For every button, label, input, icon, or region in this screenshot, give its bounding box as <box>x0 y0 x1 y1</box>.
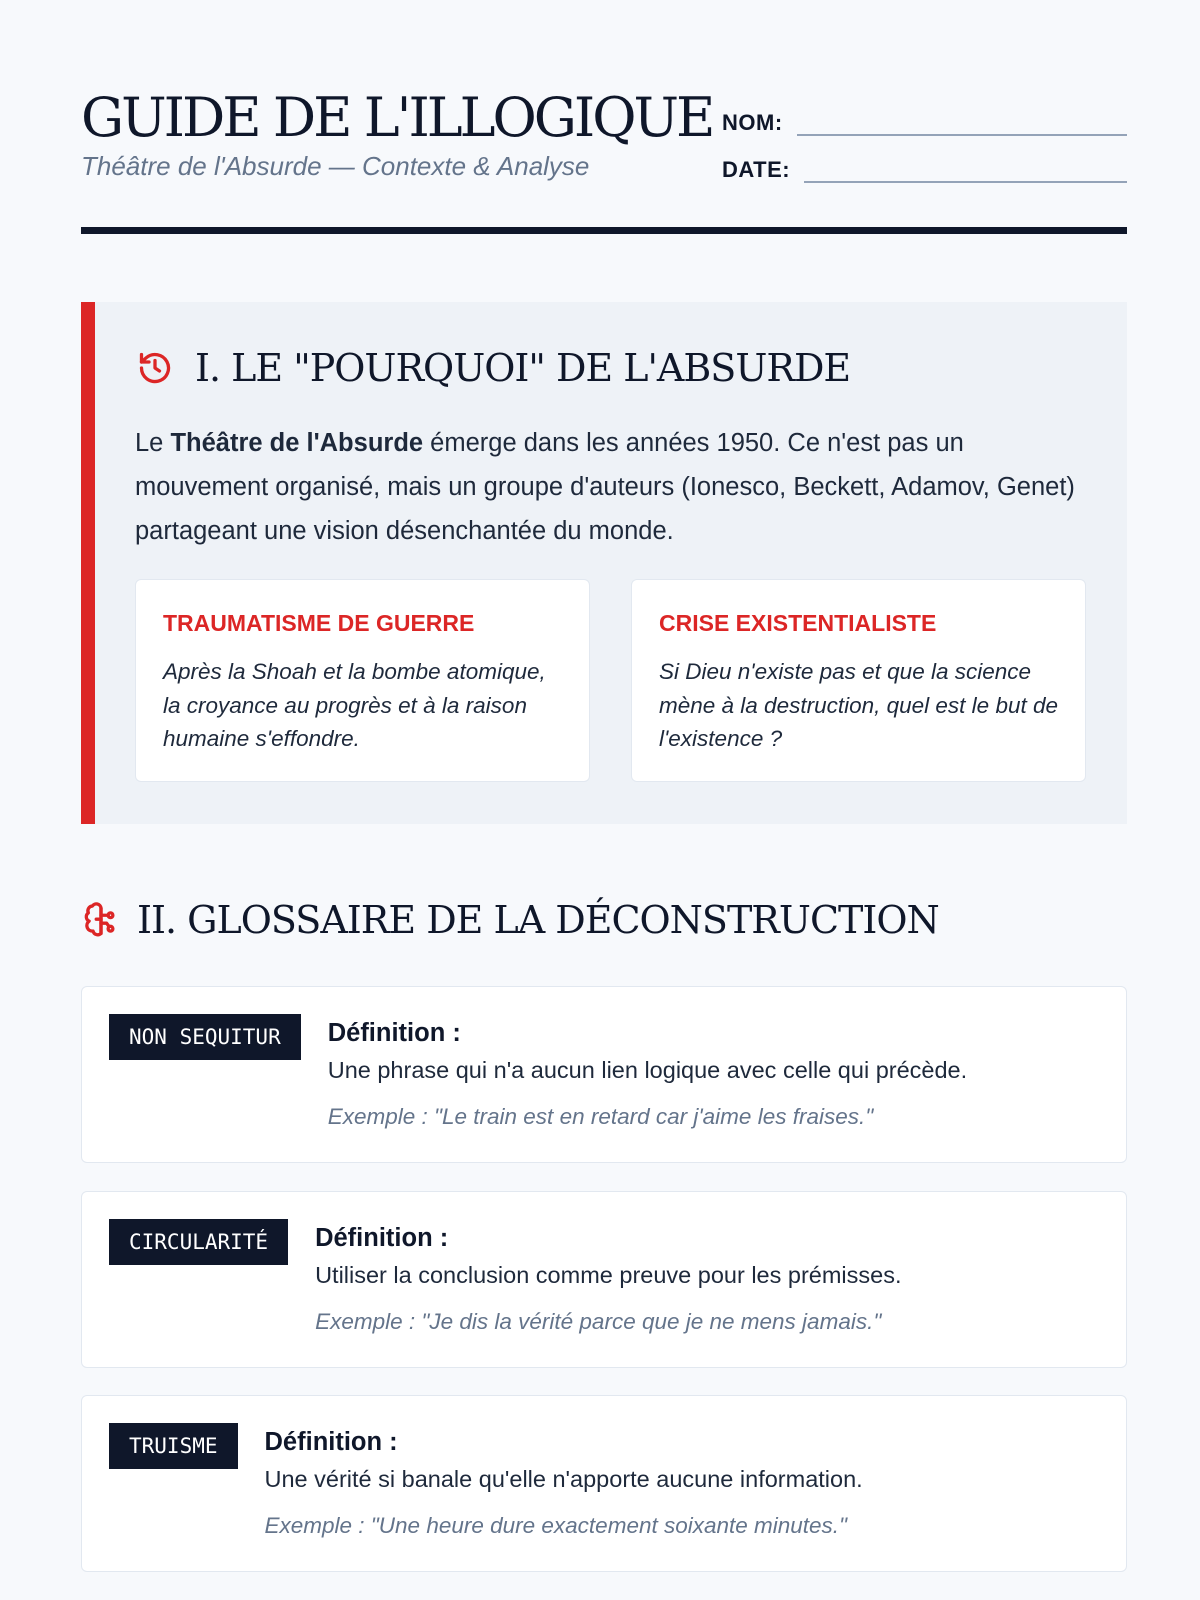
card-title: TRAUMATISME DE GUERRE <box>163 610 475 636</box>
section2-title: II. GLOSSAIRE DE LA DÉCONSTRUCTION <box>137 898 939 942</box>
history-icon <box>135 348 175 388</box>
term-tag: NON SEQUITUR <box>109 1014 301 1060</box>
term-body <box>315 1219 1100 1367</box>
date-input-line[interactable] <box>804 157 1127 183</box>
definition-text: Une phrase qui n'a aucun lien logique avec celle qui précède. <box>327 1057 968 1083</box>
card-title: CRISE EXISTENTIALISTE <box>659 610 937 636</box>
section2-heading <box>81 898 939 942</box>
glossary-entry <box>81 1191 1127 1368</box>
definition-text: Une vérité si banale qu'elle n'apporte aucune information. <box>264 1466 863 1492</box>
section-why-absurd <box>81 302 1127 824</box>
term-tag: TRUISME <box>109 1423 238 1469</box>
page-subtitle: Théâtre de l'Absurde — Contexte & Analyse <box>81 151 590 181</box>
card-text: Si Dieu n'existe pas et que la science mène à la destruction, quel est le but de l'existence ? <box>659 659 1059 751</box>
context-card-existential <box>631 579 1086 782</box>
page-title: GUIDE DE L'ILLOGIQUE <box>81 86 713 149</box>
name-input-line[interactable] <box>797 110 1127 136</box>
date-field <box>722 157 1127 183</box>
context-card-war <box>135 579 590 782</box>
glossary-entry <box>81 1395 1127 1572</box>
example-text: Exemple : "Le train est en retard car j'aime les fraises." <box>327 1104 874 1129</box>
worksheet-header <box>81 82 1127 234</box>
term-body <box>265 1423 1100 1571</box>
definition-label: Définition : <box>264 1428 398 1456</box>
example-text: Exemple : "Une heure dure exactement soixante minutes." <box>264 1513 848 1538</box>
intro-suffix: émerge dans les années 1950. Ce n'est pas un mouvement organisé, mais un groupe d'auteurs (Ionesco, Beckett, Adamov, Genet) partageant une vision désenchantée du monde. <box>135 429 1075 545</box>
section1-title: I. LE "POURQUOI" DE L'ABSURDE <box>195 346 851 390</box>
name-label: NOM: <box>722 110 783 135</box>
section1-intro <box>135 421 1075 553</box>
section1-heading <box>135 346 850 390</box>
glossary-entry <box>81 986 1127 1163</box>
term-tag: CIRCULARITÉ <box>109 1219 288 1265</box>
date-label: DATE: <box>722 157 791 182</box>
definition-label: Définition : <box>315 1224 449 1252</box>
intro-bold: Théâtre de l'Absurde <box>170 429 424 457</box>
definition-text: Utiliser la conclusion comme preuve pour les prémisses. <box>315 1262 902 1288</box>
card-text: Après la Shoah et la bombe atomique, la croyance au progrès et à la raison humaine s'effondre. <box>163 659 546 751</box>
example-text: Exemple : "Je dis la vérité parce que je ne mens jamais." <box>315 1309 882 1334</box>
name-field <box>722 110 1127 136</box>
header-divider <box>81 227 1127 234</box>
brain-icon <box>81 900 121 940</box>
intro-prefix: Le <box>135 429 171 457</box>
definition-label: Définition : <box>327 1019 461 1047</box>
term-body <box>328 1014 1100 1162</box>
